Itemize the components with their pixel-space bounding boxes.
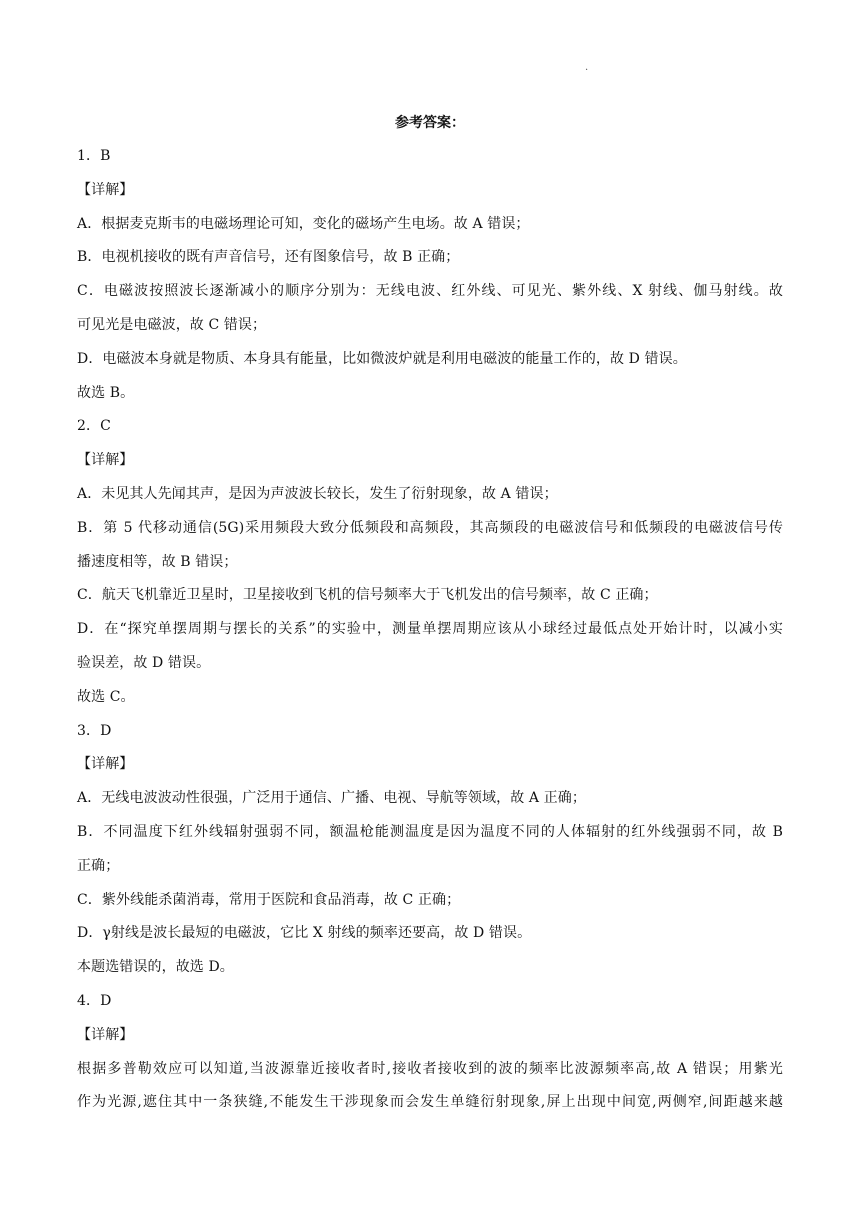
text-line: 作为光源,遮住其中一条狭缝,不能发生干涉现象而会发生单缝衍射现象,屏上出现中间宽,两侧窄,间距越来越 <box>77 1094 783 1111</box>
conclusion-line: 故选 B。 <box>77 384 135 401</box>
text-line: B．第 5 代移动通信(5G)采用频段大致分低频段和高频段，其高频段的电磁波信号和低频段的电磁波信号传 <box>77 519 783 536</box>
conclusion-line: 本题选错误的，故选 D。 <box>77 959 234 976</box>
explanation-heading: 【详解】 <box>77 1026 134 1043</box>
text-line: D．电磁波本身就是物质、本身具有能量，比如微波炉就是利用电磁波的能量工作的，故 D 错误。 <box>77 350 687 367</box>
header-mark: . <box>585 62 589 73</box>
text-line: B．电视机接收的既有声音信号，还有图象信号，故 B 正确； <box>77 249 460 266</box>
text-line: C．电磁波按照波长逐渐减小的顺序分别为：无线电波、红外线、可见光、紫外线、X 射线、伽马射线。故 <box>77 283 783 300</box>
explanation-heading: 【详解】 <box>77 756 134 773</box>
explanation-heading: 【详解】 <box>77 452 134 469</box>
text-line: D．在“探究单摆周期与摆长的关系”的实验中，测量单摆周期应该从小球经过最低点处开始计时，以减小实 <box>77 621 783 638</box>
explanation-heading: 【详解】 <box>77 181 134 198</box>
text-line: A．根据麦克斯韦的电磁场理论可知，变化的磁场产生电场。故 A 错误； <box>77 215 530 232</box>
text-line: 根据多普勒效应可以知道,当波源靠近接收者时,接收者接收到的波的频率比波源频率高,故 A 错误；用紫光 <box>77 1060 783 1077</box>
answer-number: 4．D <box>77 992 112 1009</box>
text-line: C．航天飞机靠近卫星时，卫星接收到飞机的信号频率大于飞机发出的信号频率，故 C 正确； <box>77 587 658 604</box>
answer-content <box>77 142 783 1122</box>
text-line: C．紫外线能杀菌消毒，常用于医院和食品消毒，故 C 正确； <box>77 891 461 908</box>
text-line: B．不同温度下红外线辐射强弱不同，额温枪能测温度是因为温度不同的人体辐射的红外线强弱不同，故 B <box>77 823 783 840</box>
page-title: 参考答案： <box>395 115 465 131</box>
text-line: A．未见其人先闻其声，是因为声波波长较长，发生了衍射现象，故 A 错误； <box>77 485 558 502</box>
conclusion-line: 故选 C。 <box>77 688 135 705</box>
text-line: 验误差，故 D 错误。 <box>77 654 211 671</box>
text-line: 播速度相等，故 B 错误； <box>77 553 238 570</box>
text-line: 正确； <box>77 857 120 874</box>
text-line: D．γ射线是波长最短的电磁波，它比 X 射线的频率还要高，故 D 错误。 <box>77 925 532 942</box>
text-line: 可见光是电磁波，故 C 错误； <box>77 316 267 333</box>
answer-number: 3．D <box>77 722 112 739</box>
answer-number: 2．C <box>77 418 111 435</box>
answer-number: 1．B <box>77 148 111 164</box>
text-line: A．无线电波波动性很强，广泛用于通信、广播、电视、导航等领域，故 A 正确； <box>77 790 586 807</box>
